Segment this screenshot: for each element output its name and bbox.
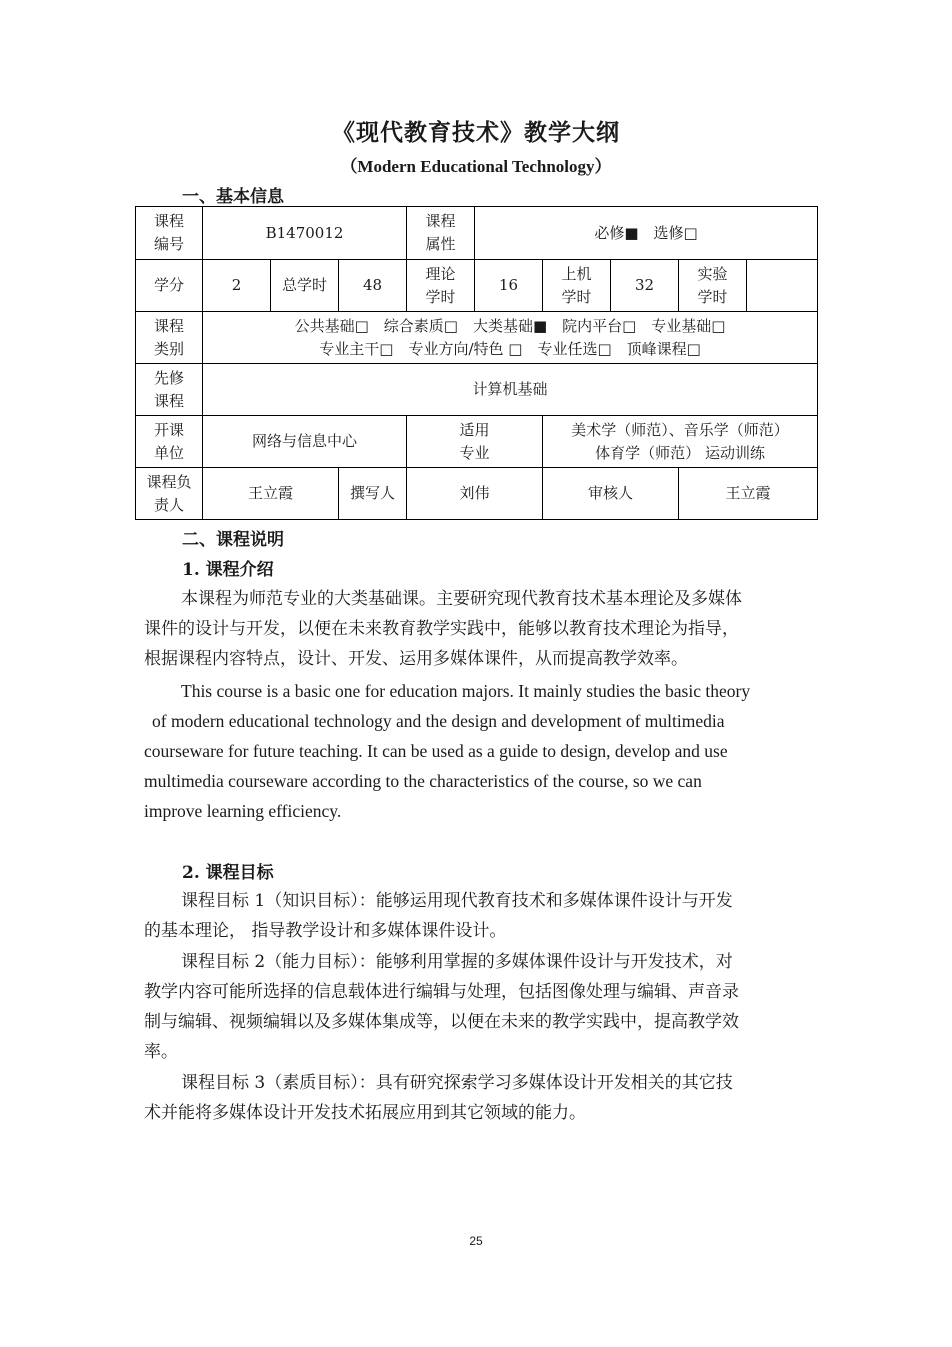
theory-hours-label: 理论 学时: [407, 260, 475, 312]
reviewer-label: 审核人: [543, 468, 679, 520]
unit-label: 开课 单位: [136, 416, 203, 468]
table-row: [136, 207, 818, 260]
prereq-label: 先修 课程: [136, 364, 203, 416]
computer-hours-value: 32: [611, 260, 679, 312]
credit-label: 学分: [136, 260, 203, 312]
major-label: 适用 专业: [407, 416, 543, 468]
basic-info-table: [135, 206, 818, 520]
document-title: 《现代教育技术》教学大纲: [332, 119, 620, 146]
owner-label: 课程负 责人: [136, 468, 203, 520]
goal2-paragraph: 课程目标 2（能力目标）：能够利用掌握的多媒体课件设计与开发技术，对 教学内容可能所选择的信息载体进行编辑与处理，包括图像处理与编辑、声音录 制与编辑、视频编辑以及多媒体集成等，以便在未来的教学实践中，提高教学效 率。: [144, 952, 739, 1062]
lab-hours-value: [747, 260, 818, 312]
table-row: [136, 260, 818, 312]
unit-value: 网络与信息中心: [203, 416, 407, 468]
intro-heading: 1. 课程介绍: [182, 560, 274, 580]
total-hours-value: 48: [339, 260, 407, 312]
intro-en-paragraph: This course is a basic one for education majors. It mainly studies the basic theory of modern educational technology and the design and development of multimedia courseware for future teaching. It can be used as a guide to design, develop and use multimedia courseware according to the characteristics of the course, so we can improve learning efficiency.: [144, 681, 751, 821]
prereq-value: 计算机基础: [203, 364, 818, 416]
table-row: [136, 468, 818, 520]
category-label: 课程 类别: [136, 312, 203, 364]
intro-cn-paragraph: 本课程为师范专业的大类基础课。主要研究现代教育技术基本理论及多媒体 课件的设计与开发，以便在未来教育教学实践中，能够以教育技术理论为指导， 根据课程内容特点，设计、开发、运用多媒体课件，从而提高教学效率。: [144, 589, 742, 669]
goal1-paragraph: 课程目标 1（知识目标）：能够运用现代教育技术和多媒体课件设计与开发 的基本理论， 指导教学设计和多媒体课件设计。: [144, 891, 733, 941]
major-value: 美术学（师范）、音乐学（师范） 体育学（师范） 运动训练: [543, 416, 818, 468]
total-hours-label: 总学时: [271, 260, 339, 312]
section2-heading: 二、课程说明: [182, 530, 284, 550]
credit-value: 2: [203, 260, 271, 312]
theory-hours-value: 16: [475, 260, 543, 312]
table-row: [136, 312, 818, 364]
lab-hours-label: 实验 学时: [679, 260, 747, 312]
table-row: [136, 364, 818, 416]
owner-value: 王立霞: [203, 468, 339, 520]
course-nature-value: 必修■ 选修□: [475, 207, 818, 260]
computer-hours-label: 上机 学时: [543, 260, 611, 312]
course-nature-label: 课程 属性: [407, 207, 475, 260]
document-subtitle: （Modern Educational Technology）: [340, 157, 612, 176]
goals-heading: 2. 课程目标: [182, 863, 274, 883]
writer-value: 刘伟: [407, 468, 543, 520]
course-code-label: 课程 编号: [136, 207, 203, 260]
table-row: [136, 416, 818, 468]
goal3-paragraph: 课程目标 3（素质目标）：具有研究探索学习多媒体设计开发相关的其它技 术并能将多媒体设计开发技术拓展应用到其它领域的能力。: [144, 1073, 733, 1123]
section1-heading: 一、基本信息: [182, 187, 284, 207]
reviewer-value: 王立霞: [679, 468, 818, 520]
writer-label: 撰写人: [339, 468, 407, 520]
course-code-value: B1470012: [203, 207, 407, 260]
page-number: 25: [469, 1234, 483, 1248]
category-value: 公共基础□ 综合素质□ 大类基础■ 院内平台□ 专业基础□ 专业主干□ 专业方向/特色 □ 专业任选□ 顶峰课程□: [203, 312, 818, 364]
